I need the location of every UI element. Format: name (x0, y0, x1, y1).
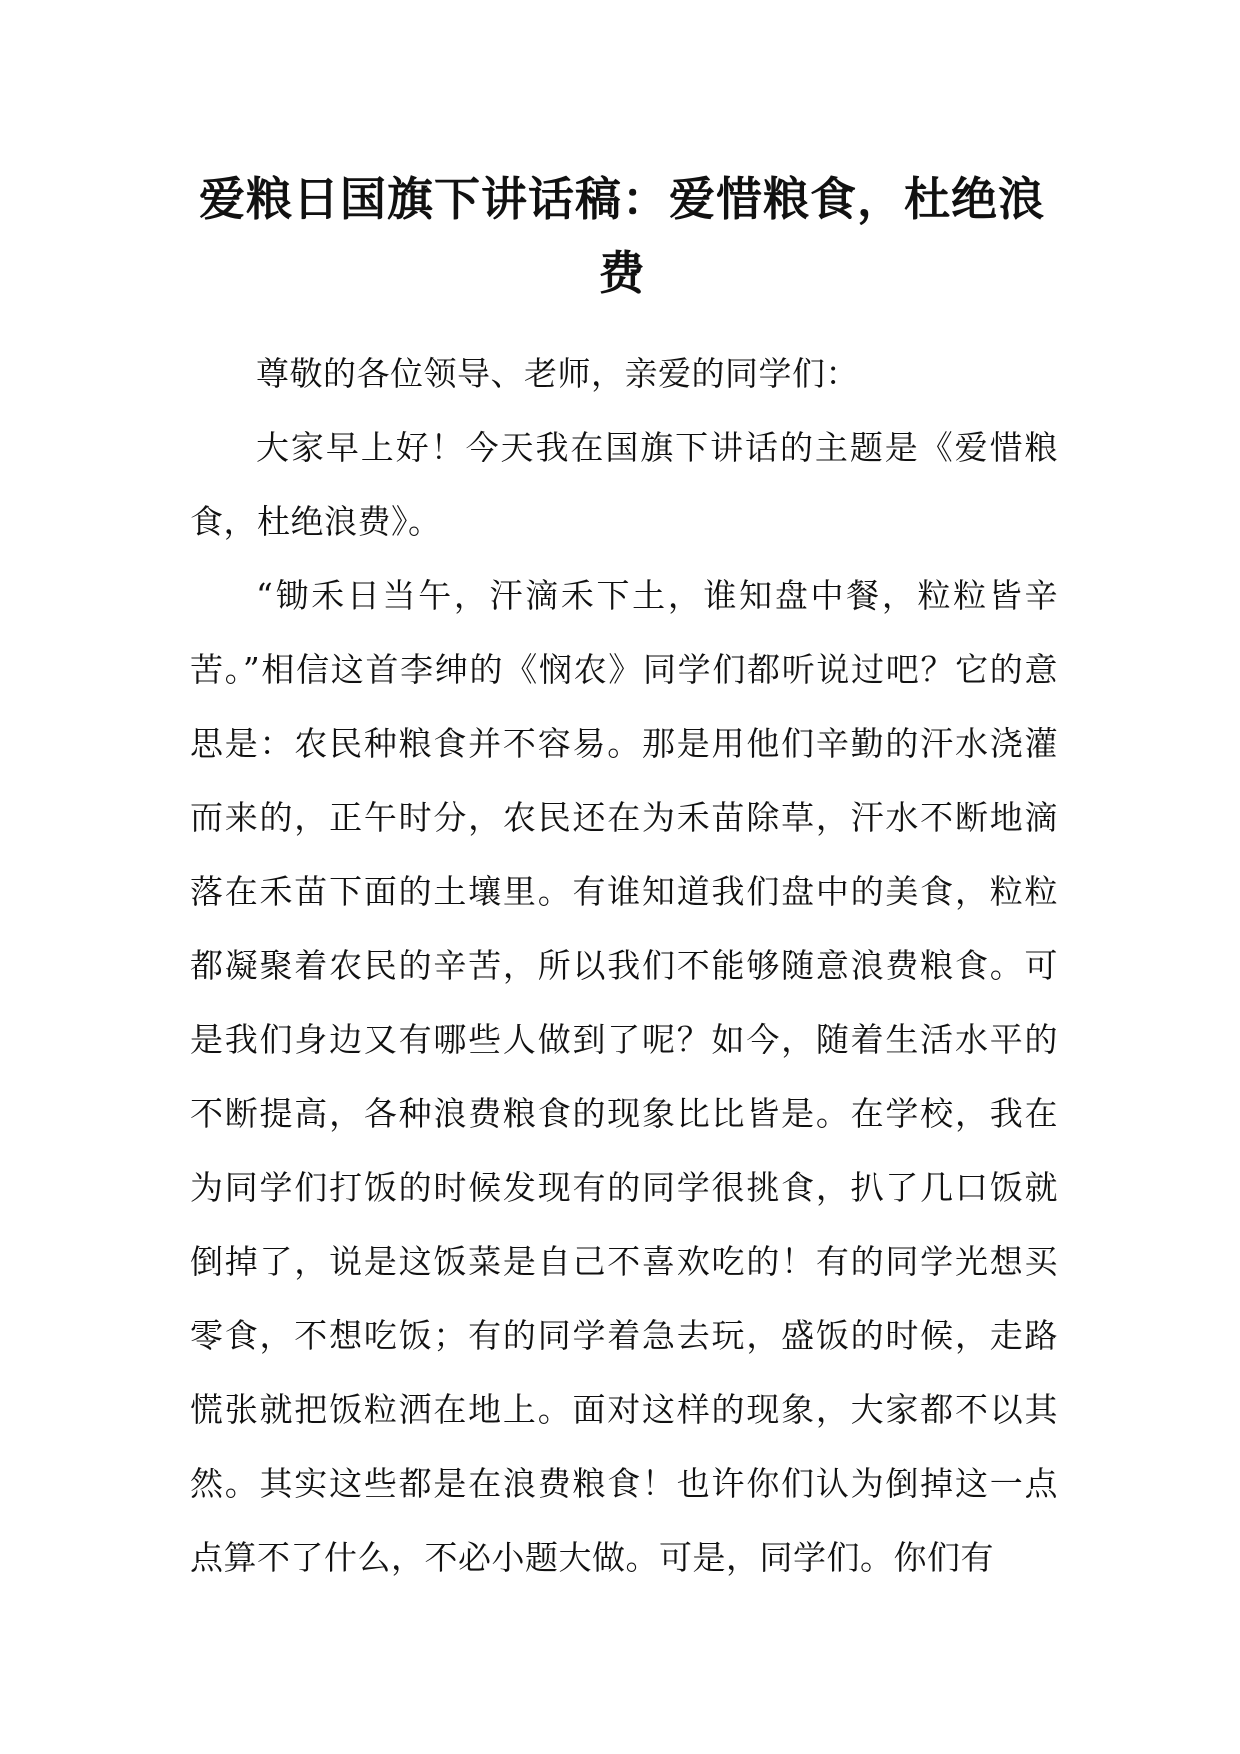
document-title: 爱粮日国旗下讲话稿：爱惜粮食，杜绝浪费 (199, 172, 1045, 300)
document-body (190, 337, 1058, 1595)
intro-paragraph: 大家早上好！今天我在国旗下讲话的主题是《爱惜粮食，杜绝浪费》。 (190, 428, 1058, 541)
poem-paragraph: “锄禾日当午，汗滴禾下土，谁知盘中餐，粒粒皆辛苦。”相信这首李绅的《悯农》同学们都听说过吧？它的意思是：农民种粮食并不容易。那是用他们辛勤的汗水浇灌而来的，正午时分，农民还在为禾苗除草，汗水不断地滴落在禾苗下面的土壤里。有谁知道我们盘中的美食，粒粒都凝聚着农民的辛苦，所以我们不能够随意浪费粮食。可是我们身边又有哪些人做到了呢？如今，随着生活水平的不断提高，各种浪费粮食的现象比比皆是。在学校，我在为同学们打饭的时候发现有的同学很挑食，扒了几口饭就倒掉了，说是这饭菜是自己不喜欢吃的！有的同学光想买零食，不想吃饭；有的同学着急去玩，盛饭的时候，走路慌张就把饭粒洒在地上。面对这样的现象，大家都不以其然。其实这些都是在浪费粮食！也许你们认为倒掉这一点点算不了什么，不必小题大做。可是，同学们。你们有 (190, 576, 1058, 1577)
greeting-paragraph: 尊敬的各位领导、老师，亲爱的同学们： (256, 354, 859, 393)
